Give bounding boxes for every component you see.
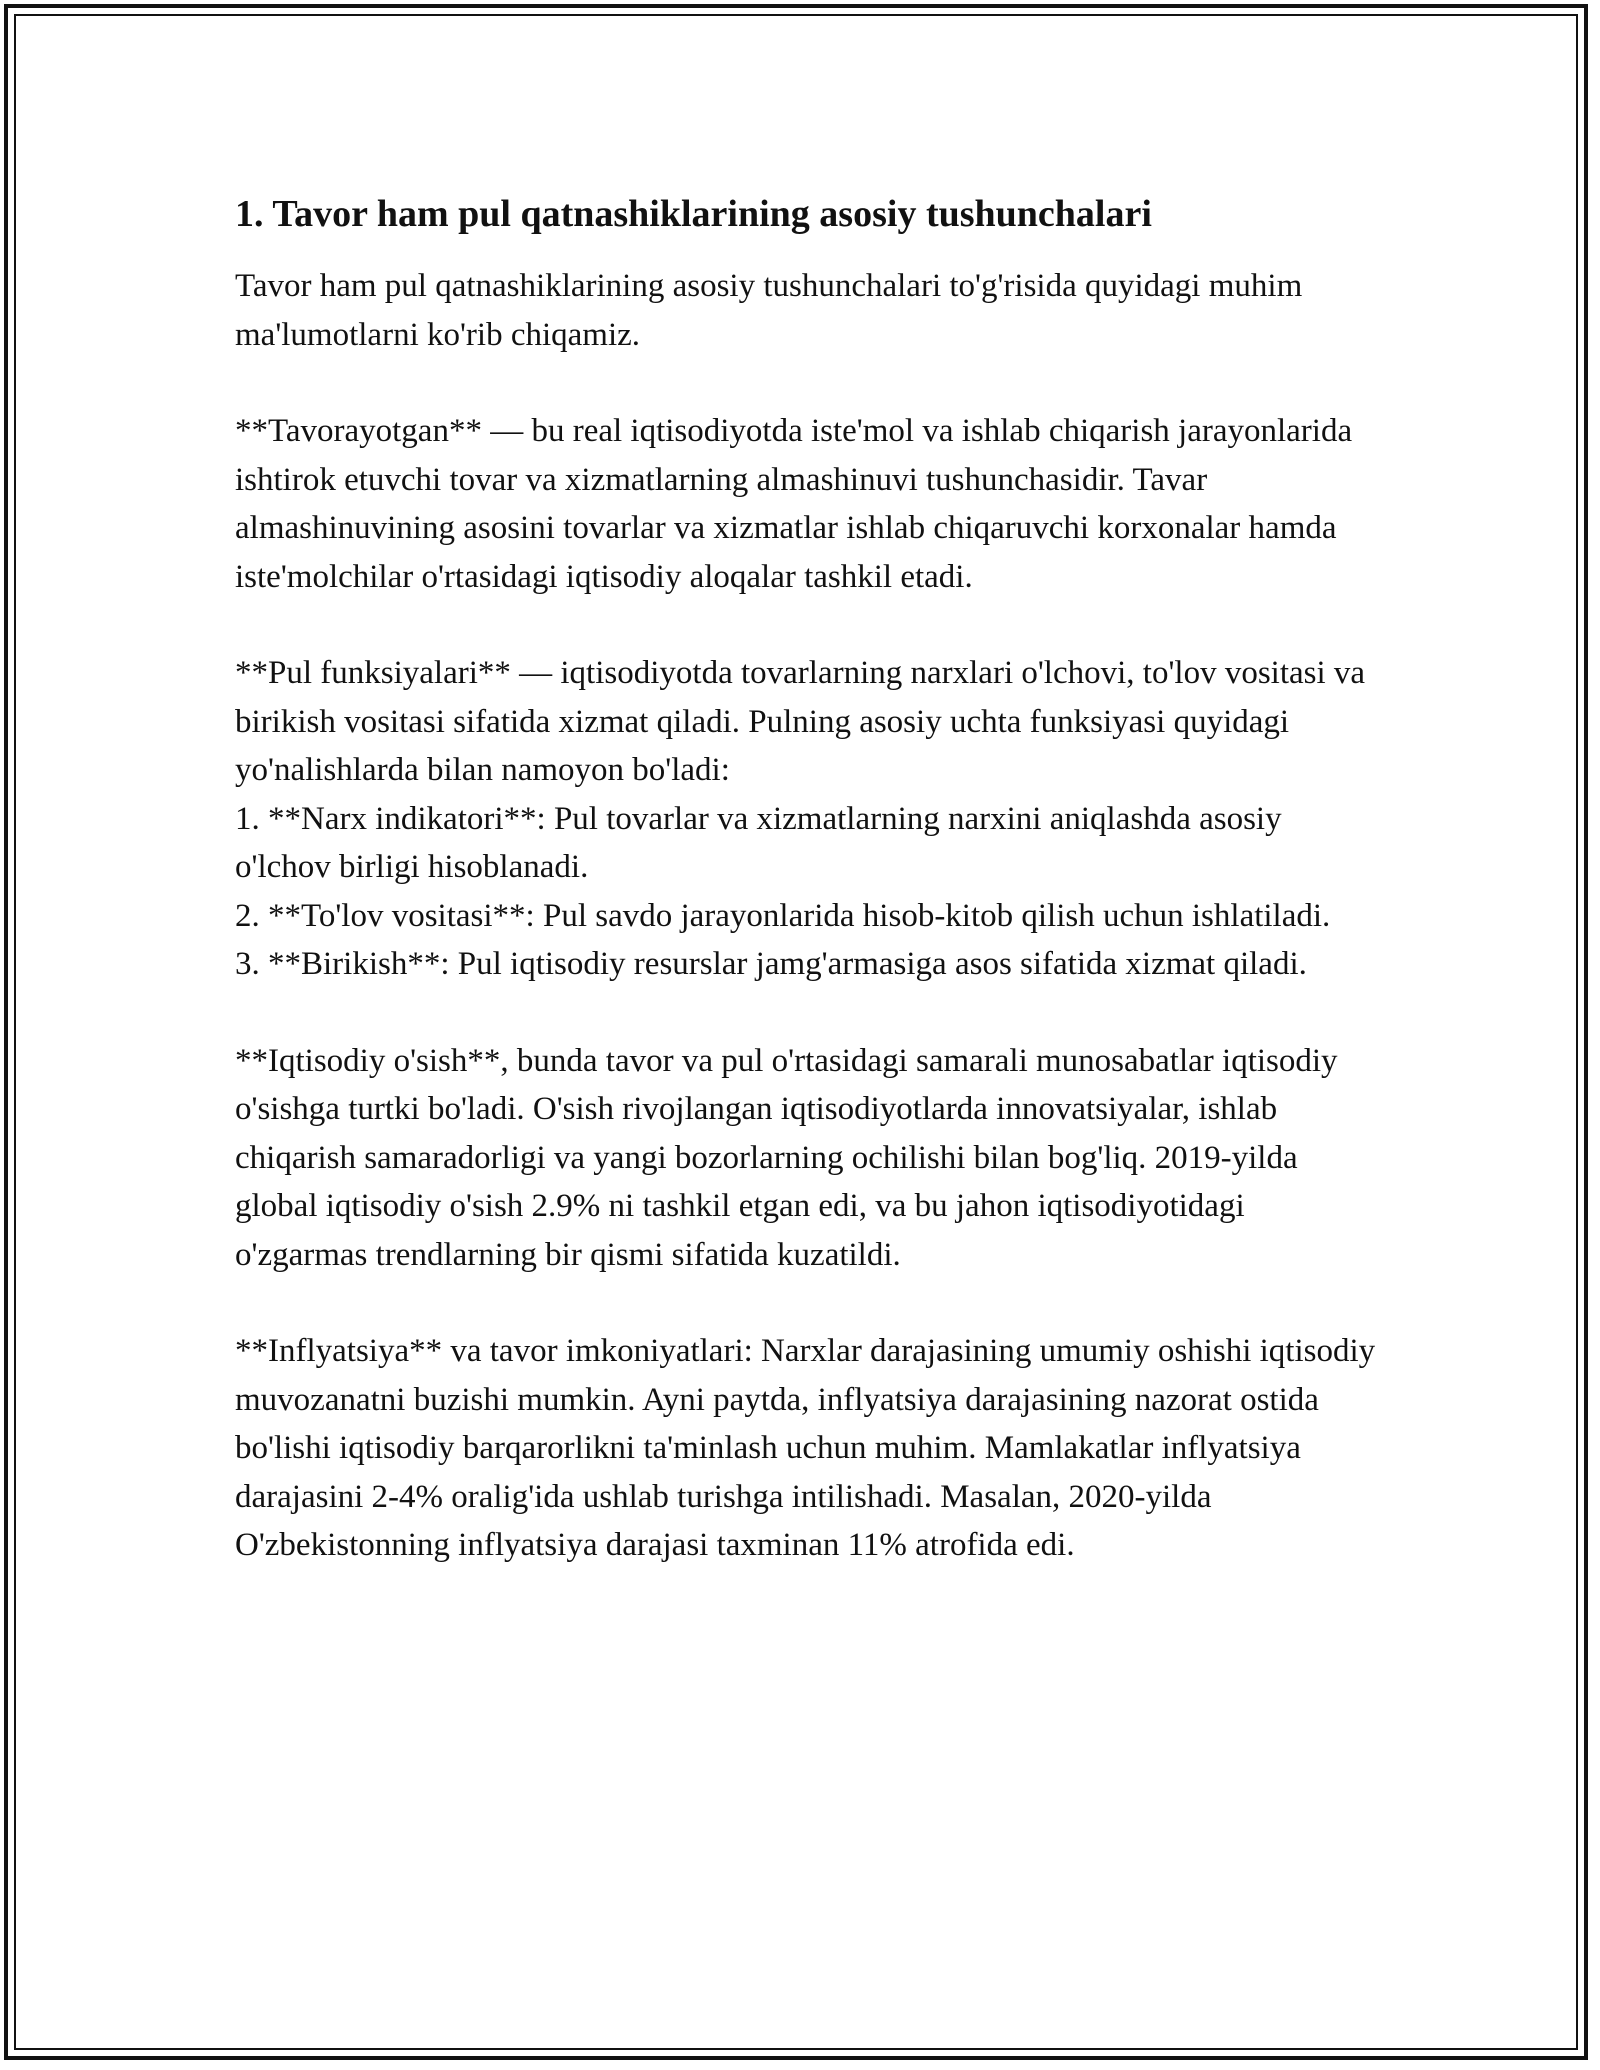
paragraph-pul-funksiyalari: **Pul funksiyalari** — iqtisodiyotda tovarlarning narxlari o'lchovi, to'lov vositasi va birikish vositasi sifatida xizmat qiladi. Pulning asosiy uchta funksiyasi quyidagi yo'nalishlarda bilan namoyon bo'ladi: 1. **Narx indikatori**: Pul tovarlar va xizmatlarning narxini aniqlashda asosiy o'lchov birligi hisoblanadi. 2. **To'lov vositasi**: Pul savdo jarayonlarida hisob-kitob qilish uchun ishlatiladi. 3. **Birikish**: Pul iqtisodiy resurslar jamg'armasiga asos sifatida xizmat qiladi. xyxy=(235,655,1366,982)
paragraph-intro: Tavor ham pul qatnashiklarining asosiy tushunchalari to'g'risida quyidagi muhim ma'lumotlarni ko'rib chiqamiz. xyxy=(235,268,1303,353)
paragraph-inflyatsiya: **Inflyatsiya** va tavor imkoniyatlari: Narxlar darajasining umumiy oshishi iqtisodiy muvozanatni buzishi mumkin. Ayni paytda, inflyatsiya darajasining nazorat ostida bo'lishi iqtisodiy barqarorlikni ta'minlash uchun muhim. Mamlakatlar inflyatsiya darajasini 2-4% oralig'ida ushlab turishga intilishadi. Masalan, 2020-yilda O'zbekistonning inflyatsiya darajasi taxminan 11% atrofida edi. xyxy=(235,1333,1376,1563)
document-body xyxy=(235,188,1385,1570)
section-heading: 1. Tavor ham pul qatnashiklarining asosiy tushunchalari xyxy=(235,193,1152,235)
paragraph-iqtisodiy-osish: **Iqtisodiy o'sish**, bunda tavor va pul o'rtasidagi samarali munosabatlar iqtisodiy o'sishga turtki bo'ladi. O'sish rivojlangan iqtisodiyotlarda innovatsiyalar, ishlab chiqarish samaradorligi va yangi bozorlarning ochilishi bilan bog'liq. 2019-yilda global iqtisodiy o'sish 2.9% ni tashkil etgan edi, va bu jahon iqtisodiyotidagi o'zgarmas trendlarning bir qismi sifatida kuzatildi. xyxy=(235,1042,1338,1273)
paragraph-tavorayotgan: **Tavorayotgan** — bu real iqtisodiyotda iste'mol va ishlab chiqarish jarayonlarida ishtirok etuvchi tovar va xizmatlarning almashinuvi tushunchasidir. Tavar almashinuvining asosini tovarlar va xizmatlar ishlab chiqaruvchi korxonalar hamda iste'molchilar o'rtasidagi iqtisodiy aloqalar tashkil etadi. xyxy=(235,413,1353,595)
